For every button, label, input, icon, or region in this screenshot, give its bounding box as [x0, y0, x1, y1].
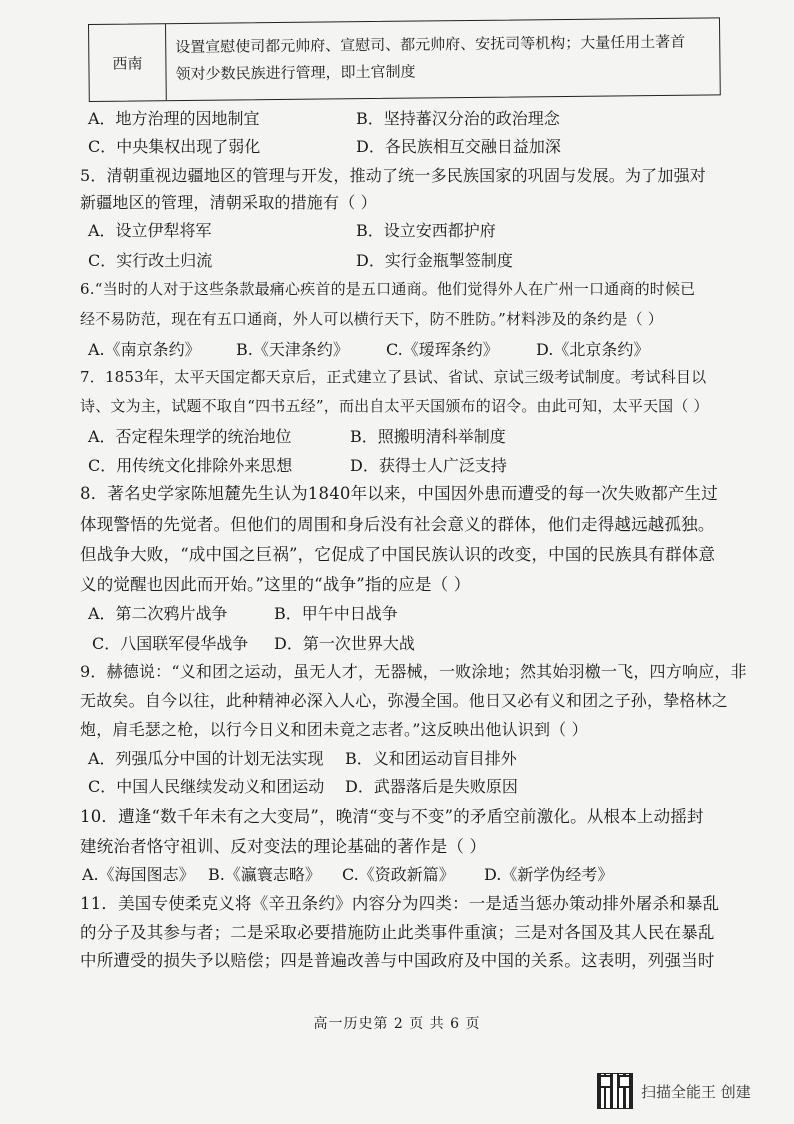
- q9-option-b: B．义和团运动盲目排外: [345, 749, 517, 768]
- q4-option-c: C．中央集权出现了弱化: [88, 137, 261, 156]
- q6-option-a: A.《南京条约》: [88, 340, 201, 359]
- q9-stem-line: 无故矣。自今以往，此种精神必深入人心，弥漫全国。他日又必有义和团之子孙，挚格林之: [80, 691, 729, 710]
- q5-option-d: D．实行金瓶掣签制度: [356, 251, 513, 270]
- q7-option-c: C．用传统文化排除外来思想: [88, 456, 293, 475]
- q10-option-b: B.《瀛寰志略》: [208, 865, 321, 884]
- q9-option-a: A．列强瓜分中国的计划无法实现: [88, 749, 324, 768]
- q8-stem-line: 但战争大败，“成中国之巨祸”，它促成了中国民族认识的改变，中国的民族具有群体意: [80, 545, 716, 564]
- table-content-cell: [175, 28, 716, 88]
- scanner-watermark: [597, 1073, 751, 1109]
- q10-option-a: A.《海国图志》: [82, 865, 195, 884]
- q4-option-d: D．各民族相互交融日益加深: [356, 137, 561, 156]
- q4-option-b: B．坚持蕃汉分治的政治理念: [356, 109, 560, 128]
- q8-option-d: D．第一次世界大战: [274, 634, 415, 653]
- q10-stem-line: 10．遭逢“数千年未有之大变局”，晚清“变与不变”的矛盾空前激化。从根本上动摇封: [80, 807, 704, 826]
- watermark-text: 扫描全能王 创建: [641, 1082, 751, 1101]
- q9-option-d: D．武器落后是失败原因: [345, 777, 518, 796]
- q6-option-d: D.《北京条约》: [536, 340, 650, 359]
- q8-stem-line: 义的觉醒也因此而开始。”这里的“战争”指的应是（ ）: [80, 575, 471, 594]
- q8-option-b: B．甲午中日战争: [274, 604, 398, 623]
- table-text-line: 领对少数民族进行管理，即土官制度: [175, 62, 416, 84]
- q6-stem-line: 6.“当时的人对于这些条款最痛心疾首的是五口通商。他们觉得外人在广州一口通商的时候已: [80, 280, 696, 298]
- q6-stem-line: 经不易防范，现在有五口通商，外人可以横行天下，防不胜防。”材料涉及的条约是（ ）: [80, 310, 663, 328]
- q9-stem-line: 炮，肩毛瑟之枪，以行今日义和团未竟之志者。”这反映出他认识到（ ）: [80, 720, 588, 739]
- q9-option-c: C．中国人民继续发动义和团运动: [88, 777, 325, 796]
- q11-stem-line: 的分子及其参与者；二是采取必要措施防止此类事件重演；三是对各国及其人民在暴乱: [80, 923, 715, 942]
- table-text-line: 设置宣慰使司都元帅府、宣慰司、都元帅府、安抚司等机构；大量任用土著首: [175, 32, 686, 57]
- q10-option-d: D.《新学伪经考》: [484, 865, 614, 884]
- table-region-cell: 西南: [89, 24, 167, 101]
- q9-stem-line: 9．赫德说：“义和团之运动，虽无人才，无器械，一败涂地；然其始羽檄一飞，四方响应，非: [80, 662, 747, 681]
- q7-option-d: D．获得士人广泛支持: [350, 456, 507, 475]
- region-table: [88, 17, 721, 102]
- q10-option-c: C.《资政新篇》: [342, 865, 455, 884]
- page-footer: 高一历史第 2 页 共 6 页: [313, 1016, 481, 1032]
- q11-stem-line: 中所遭受的损失予以赔偿；四是普遍改善与中国政府及中国的关系。这表明，列强当时: [80, 951, 715, 970]
- q8-stem-line: 8．著名史学家陈旭麓先生认为1840年以来，中国因外患而遭受的每一次失败都产生过: [80, 484, 718, 503]
- q5-stem-line: 新疆地区的管理，清朝采取的措施有（ ）: [80, 193, 377, 212]
- q5-option-b: B．设立安西都护府: [356, 221, 496, 240]
- q8-option-a: A．第二次鸦片战争: [88, 604, 228, 623]
- q5-option-c: C．实行改土归流: [88, 251, 213, 270]
- q6-option-c: C.《瑷珲条约》: [386, 340, 499, 359]
- q7-option-b: B．照搬明清科举制度: [350, 427, 506, 446]
- q8-option-c: C．八国联军侵华战争: [92, 634, 249, 653]
- q7-stem-line: 7．1853年，太平天国定都天京后，正式建立了县试、省试、京试三级考试制度。考试科目以: [80, 368, 707, 386]
- q4-option-a: A．地方治理的因地制宜: [88, 109, 260, 128]
- q7-stem-line: 诗、文为主，试题不取自“四书五经”，而出自太平天国颁布的诏令。由此可知，太平天国（ ）: [80, 397, 709, 415]
- q5-option-a: A．设立伊犁将军: [88, 221, 212, 240]
- qr-code-icon: [597, 1073, 633, 1109]
- q7-option-a: A．否定程朱理学的统治地位: [88, 427, 292, 446]
- q6-option-b: B.《天津条约》: [236, 340, 349, 359]
- q8-stem-line: 体现警悟的先觉者。但他们的周围和身后没有社会意义的群体，他们走得越远越孤独。: [80, 515, 715, 534]
- q11-stem-line: 11．美国专使柔克义将《辛丑条约》内容分为四类：一是适当惩办策动排外屠杀和暴乱: [80, 894, 720, 913]
- q10-stem-line: 建统治者恪守祖训、反对变法的理论基础的著作是（ ）: [80, 837, 487, 856]
- q5-stem-line: 5．清朝重视边疆地区的管理与开发，推动了统一多民族国家的巩固与发展。为了加强对: [80, 166, 706, 185]
